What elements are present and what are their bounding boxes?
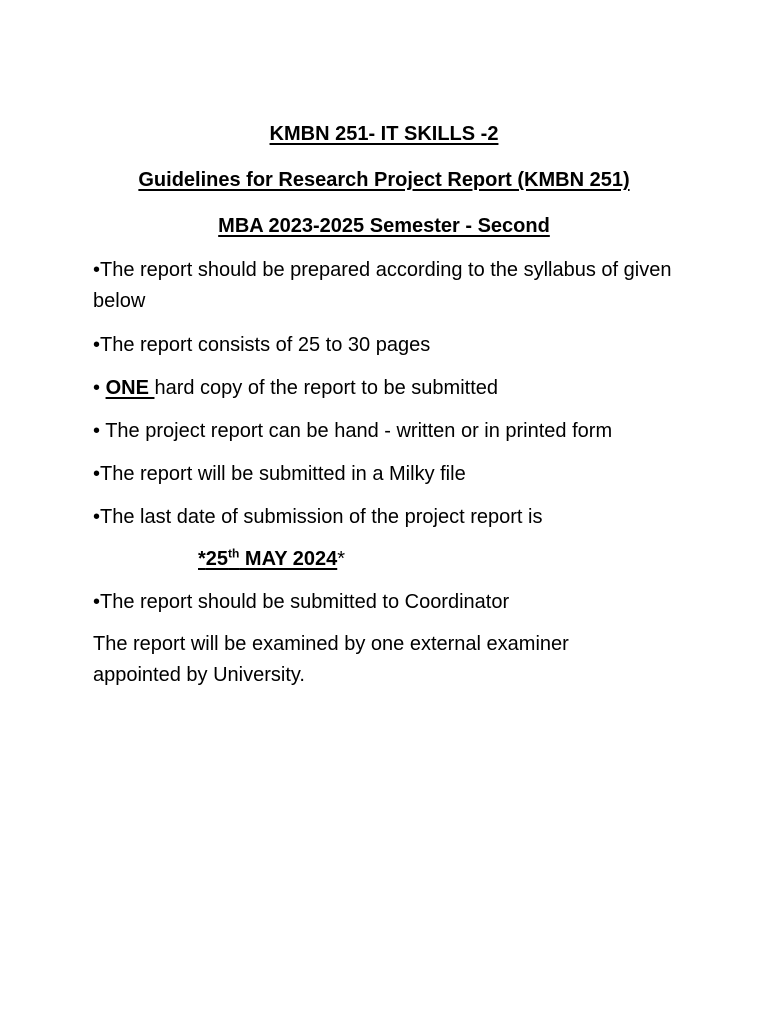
guideline-coordinator: •The report should be submitted to Coordinator [93, 591, 510, 613]
guideline-pages: •The report consists of 25 to 30 pages [93, 334, 431, 356]
date-star-open: * [198, 548, 206, 570]
submission-date-main [198, 548, 337, 570]
guideline-hard-copy-text: hard copy of the report to be submitted [154, 377, 499, 399]
closing-note: The report will be examined by one external examiner appointed by University. [93, 633, 569, 686]
guideline-hard-copy-emphasis: ONE [105, 377, 155, 399]
guideline-hard-copy [93, 373, 693, 404]
guideline-hard-copy-bullet: • [93, 377, 106, 399]
guideline-form: • The project report can be hand - written or in printed form [93, 420, 613, 442]
guideline-last-date: •The last date of submission of the project report is [93, 506, 543, 528]
date-day: 25 [205, 548, 229, 570]
submission-date [198, 544, 345, 575]
date-suffix: th [228, 546, 240, 561]
date-month-year: MAY 2024 [239, 548, 338, 570]
course-title: KMBN 251- IT SKILLS -2 [269, 123, 499, 145]
program-semester-title: MBA 2023-2025 Semester - Second [218, 215, 550, 237]
guideline-syllabus: •The report should be prepared according to the syllabus of given below [93, 259, 672, 312]
date-star-close: * [337, 548, 346, 570]
guideline-milky-file: •The report will be submitted in a Milky file [93, 463, 466, 485]
guidelines-title: Guidelines for Research Project Report (KMBN 251) [138, 169, 630, 191]
